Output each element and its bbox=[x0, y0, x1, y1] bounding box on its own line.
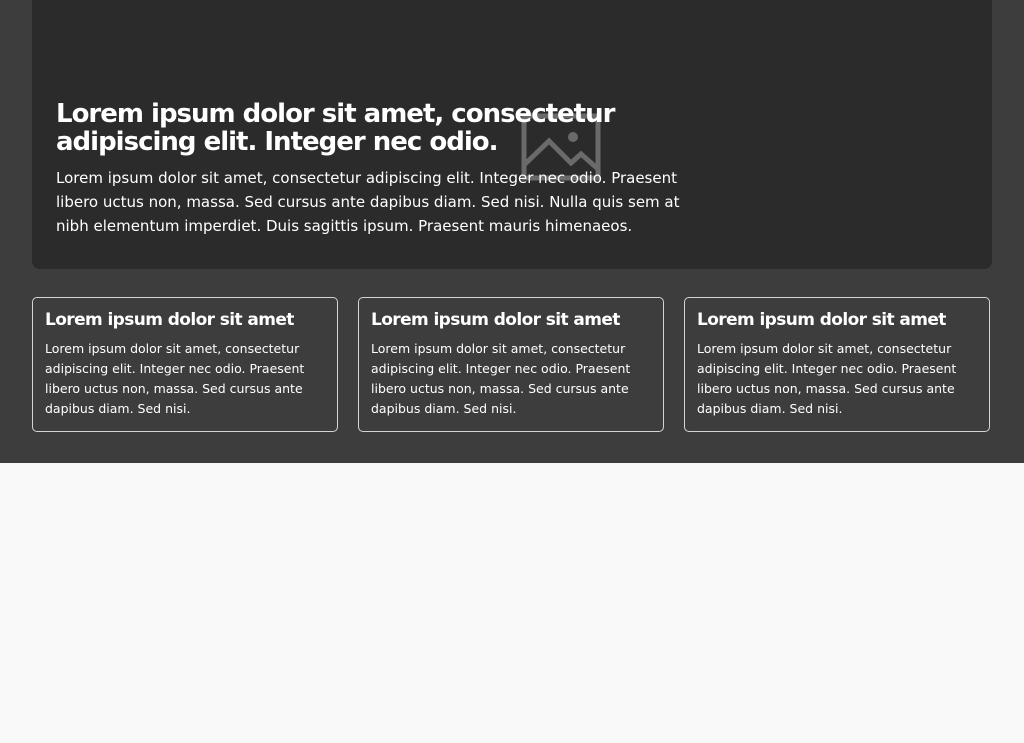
feature-card bbox=[684, 297, 990, 432]
card-title: Lorem ipsum dolor sit amet bbox=[371, 310, 620, 330]
card-title: Lorem ipsum dolor sit amet bbox=[697, 310, 946, 330]
card-title: Lorem ipsum dolor sit amet bbox=[45, 310, 294, 330]
empty-page-area bbox=[0, 463, 1024, 743]
card-description: Lorem ipsum dolor sit amet, consectetur adipiscing elit. Integer nec odio. Praesent libero uctus non, massa. Sed cursus ante dapibus diam. Sed nisi. bbox=[45, 341, 305, 416]
hero-description: Lorem ipsum dolor sit amet, consectetur adipiscing elit. Integer nec odio. Praesent libero uctus non, massa. Sed cursus ante dapibus diam. Sed nisi. Nulla quis sem at nibh elementum imperdiet. Duis sagittis ipsum. Praesent mauris himenaeos. bbox=[56, 169, 680, 235]
card-description: Lorem ipsum dolor sit amet, consectetur adipiscing elit. Integer nec odio. Praesent libero uctus non, massa. Sed cursus ante dapibus diam. Sed nisi. bbox=[371, 341, 631, 416]
feature-card bbox=[32, 297, 338, 432]
card-description: Lorem ipsum dolor sit amet, consectetur adipiscing elit. Integer nec odio. Praesent libero uctus non, massa. Sed cursus ante dapibus diam. Sed nisi. bbox=[697, 341, 957, 416]
hero-title: Lorem ipsum dolor sit amet, consectetur adipiscing elit. Integer nec odio. bbox=[56, 99, 615, 157]
hero-banner bbox=[32, 0, 992, 269]
feature-card bbox=[358, 297, 664, 432]
